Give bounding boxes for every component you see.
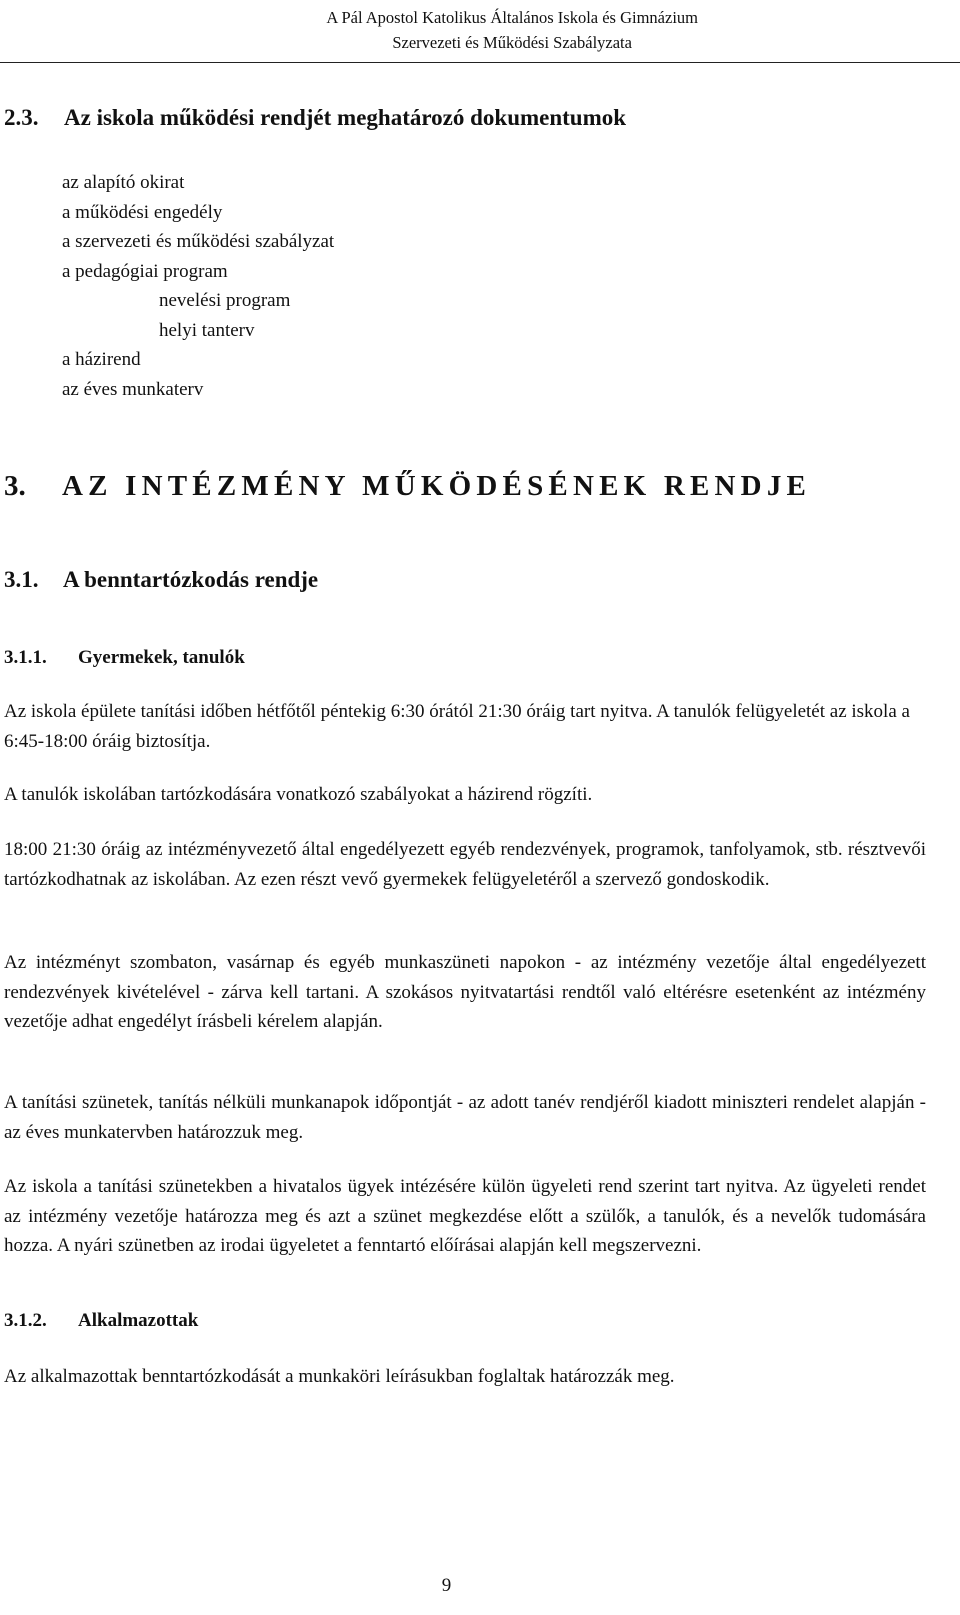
list-item: a működési engedély xyxy=(62,201,223,223)
page-header xyxy=(326,5,698,55)
section-number: 2.3. xyxy=(4,105,39,130)
paragraph-house-rules: A tanulók iskolában tartózkodására vonatkozó szabályokat a házirend rögzíti. xyxy=(4,784,593,805)
section-number: 3.1.2. xyxy=(4,1310,47,1331)
section-title: A benntartózkodás rendje xyxy=(63,567,319,592)
section-number: 3. xyxy=(4,470,26,502)
header-school-name: A Pál Apostol Katolikus Általános Iskola és Gimnázium xyxy=(326,8,698,27)
section-title: Az iskola működési rendjét meghatározó dokumentumok xyxy=(64,105,627,130)
heading-section-3-1-1 xyxy=(4,647,245,669)
list-subitem: nevelési program xyxy=(159,290,291,311)
document-list xyxy=(62,168,334,404)
list-item: a pedagógiai program xyxy=(62,260,228,282)
paragraph-opening-hours: Az iskola épülete tanítási időben hétfőtől péntekig 6:30 órától 21:30 óráig tart nyitva. A tanulók felügyeletét az iskola a 6:45-18:00 óráig biztosítja. xyxy=(4,701,910,752)
list-subitem: helyi tanterv xyxy=(159,319,255,341)
header-divider xyxy=(0,62,960,63)
paragraph-staff-presence: Az alkalmazottak benntartózkodását a munkaköri leírásukban foglaltak határozzák meg. xyxy=(4,1366,675,1387)
list-item: az éves munkaterv xyxy=(62,378,204,400)
list-item: az alapító okirat xyxy=(62,172,185,193)
heading-section-3 xyxy=(4,470,811,503)
heading-section-3-1-2 xyxy=(4,1310,198,1332)
paragraph-school-breaks: A tanítási szünetek, tanítás nélküli munkanapok időpontját - az adott tanév rendjéről kiadott miniszteri rendelet alapján - az éves munkatervben határozzuk meg. xyxy=(4,1092,926,1143)
paragraph-weekend-closure: Az intézményt szombaton, vasárnap és egyéb munkaszüneti napokon - az intézmény vezetője által engedélyezett rendezvények kivételével - zárva kell tartani. A szokásos nyitvatartási rendtől való eltérésre esetenként az intézmény vezetője adhat engedélyt írásbeli kérelem alapján. xyxy=(4,952,926,1032)
paragraph-evening-events: 18:00 21:30 óráig az intézményvezető által engedélyezett egyéb rendezvények, programok, tanfolyamok, stb. résztvevői tartózkodhatnak az iskolában. Az ezen részt vevő gyermekek felügyeletéről a szervező gondoskodik. xyxy=(4,839,926,890)
list-item: a házirend xyxy=(62,349,141,370)
paragraph-holiday-duty: Az iskola a tanítási szünetekben a hivatalos ügyek intézésére külön ügyeleti rend szerint tart nyitva. Az ügyeleti rendet az intézmény vezetője határozza meg és azt a szünet megkezdése előtt a szülők, a tanulók, és a nevelők tudomására hozza. A nyári szünetben az irodai ügyeletet a fenntartó előírásai alapján kell megszervezni. xyxy=(4,1176,926,1256)
heading-section-3-1 xyxy=(4,567,318,593)
section-title: Gyermekek, tanulók xyxy=(78,647,245,668)
page-number: 9 xyxy=(441,1575,452,1596)
header-document-title: Szervezeti és Működési Szabályzata xyxy=(392,33,632,52)
section-title: Alkalmazottak xyxy=(78,1310,199,1331)
section-title: AZ INTÉZMÉNY MŰKÖDÉSÉNEK RENDJE xyxy=(62,470,812,502)
heading-section-2-3 xyxy=(4,105,626,131)
section-number: 3.1.1. xyxy=(4,647,47,668)
list-item: a szervezeti és működési szabályzat xyxy=(62,231,335,252)
section-number: 3.1. xyxy=(4,567,39,592)
